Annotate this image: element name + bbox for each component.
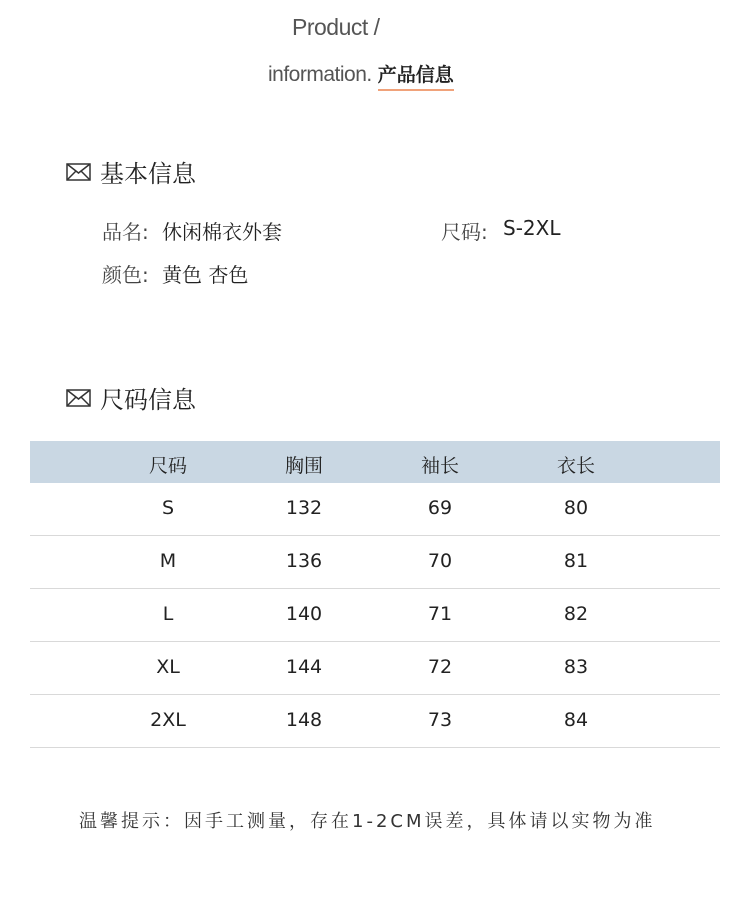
cell-chest: 140 (285, 603, 323, 625)
cell-chest: 148 (285, 709, 323, 731)
header-english: information. (268, 63, 372, 86)
basic-info-title-text: 基本信息 (100, 160, 196, 188)
table-row (30, 589, 720, 642)
size-info-title-text: 尺码信息 (100, 386, 196, 414)
table-header (30, 441, 720, 483)
cell-sleeve: 72 (427, 656, 453, 678)
header-chinese: 产品信息 (378, 60, 454, 88)
cell-chest: 144 (285, 656, 323, 678)
size-value: S-2XL (503, 216, 561, 240)
size-info-title (66, 380, 196, 415)
cell-sleeve: 71 (427, 603, 453, 625)
cell-length: 82 (563, 603, 589, 625)
cell-length: 83 (563, 656, 589, 678)
size-table (30, 441, 720, 748)
cell-length: 81 (563, 550, 589, 572)
size-label: 尺码: (441, 220, 488, 244)
cell-sleeve: 69 (427, 497, 453, 519)
table-row (30, 536, 720, 589)
column-header-chest: 胸围 (284, 455, 323, 477)
table-row (30, 695, 720, 748)
cell-length: 84 (563, 709, 589, 731)
table-row (30, 483, 720, 536)
cell-size: M (159, 550, 177, 572)
column-header-length: 衣长 (556, 455, 595, 477)
cell-size: S (161, 497, 175, 519)
color-value: 黄色 杏色 (162, 263, 249, 287)
cell-size: L (162, 603, 174, 625)
envelope-icon (66, 388, 91, 408)
color-label: 颜色: (102, 263, 149, 287)
header-line-2 (268, 60, 454, 88)
cell-chest: 132 (285, 497, 323, 519)
cell-size: XL (156, 656, 180, 678)
cell-size: 2XL (150, 709, 186, 731)
name-value: 休闲棉衣外套 (162, 220, 282, 244)
cell-sleeve: 70 (427, 550, 453, 572)
cell-chest: 136 (285, 550, 323, 572)
table-row (30, 642, 720, 695)
measurement-tip: 温馨提示：因手工测量，存在1-2CM误差，具体请以实物为准 (79, 811, 656, 832)
name-label: 品名: (102, 220, 149, 244)
basic-info-title (66, 154, 196, 189)
cell-length: 80 (563, 497, 589, 519)
column-header-sleeve: 袖长 (420, 455, 459, 477)
cell-sleeve: 73 (427, 709, 453, 731)
column-header-size: 尺码 (148, 455, 187, 477)
envelope-icon (66, 162, 91, 182)
header-line-1: Product / (292, 14, 380, 40)
